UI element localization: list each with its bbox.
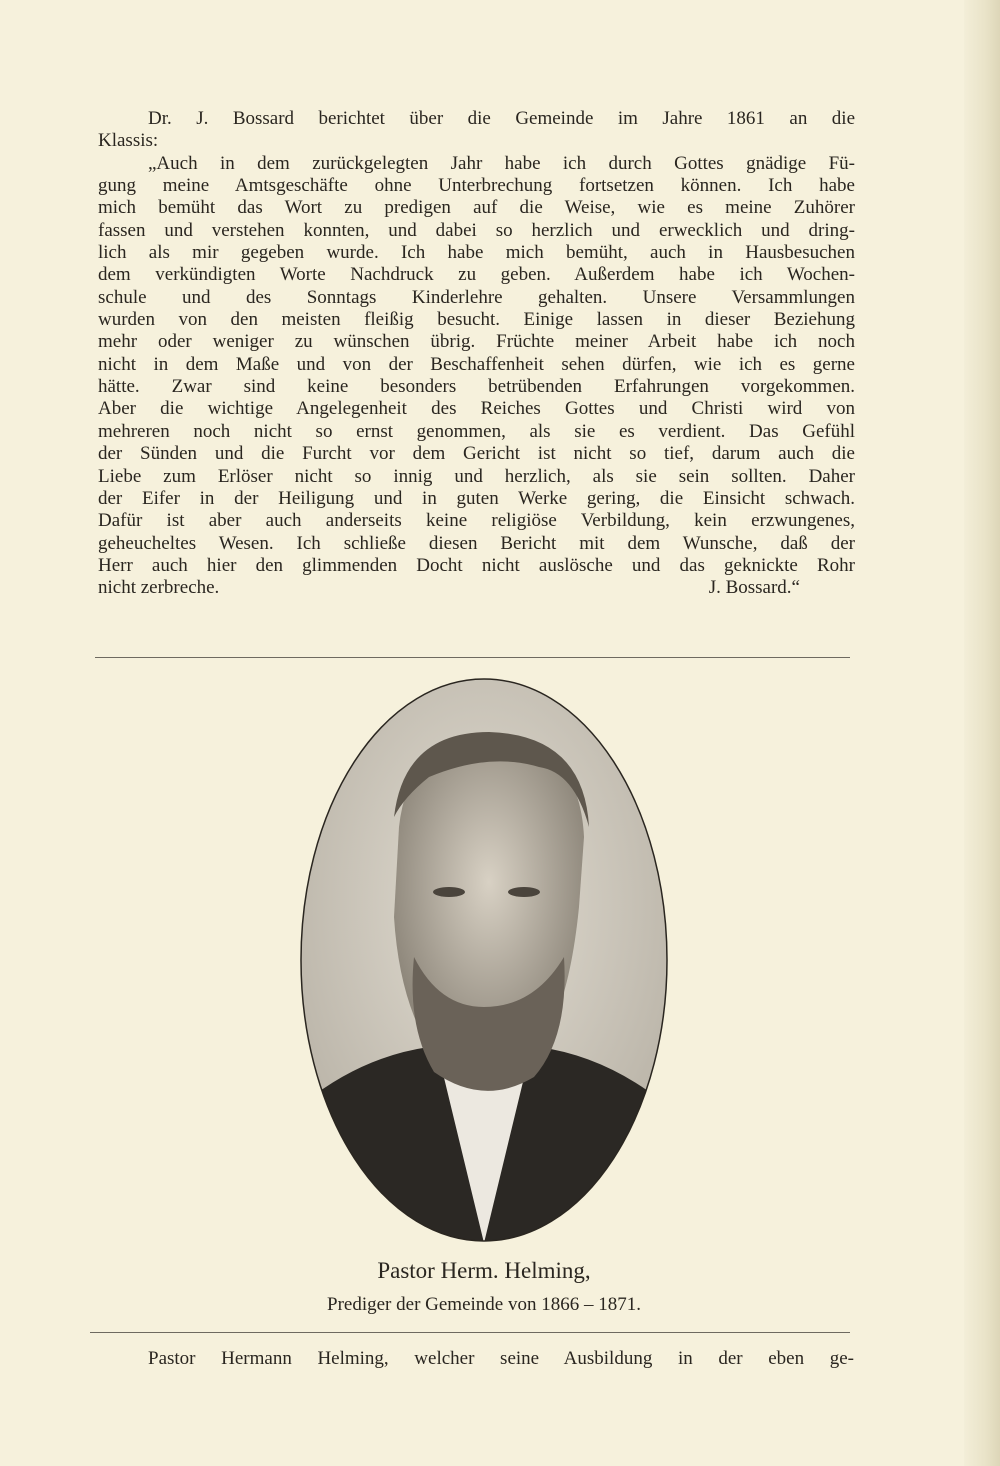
text-line: „Auch in dem zurückgelegten Jahr habe ich durch Gottes gnädige Fü- bbox=[148, 152, 855, 174]
text-line: der Eifer in der Heiligung und in guten Werke gering, die Einsicht schwach. bbox=[98, 487, 855, 509]
portrait-caption-role: Prediger der Gemeinde von 1866 – 1871. bbox=[327, 1294, 641, 1315]
text-line: gung meine Amtsgeschäfte ohne Unterbrechung fortsetzen können. Ich habe bbox=[98, 175, 855, 197]
continuation-text: Pastor Hermann Helming, welcher seine Ausbildung in der eben ge- bbox=[148, 1348, 854, 1369]
report-text bbox=[98, 108, 855, 600]
text-line: nicht zerbreche. bbox=[98, 577, 220, 599]
text-line: schule und des Sonntags Kinderlehre gehalten. Unsere Versammlungen bbox=[98, 286, 855, 308]
text-line: dem verkündigten Worte Nachdruck zu geben. Außerdem habe ich Wochen- bbox=[98, 264, 855, 286]
page-edge bbox=[964, 0, 1000, 1466]
divider bbox=[95, 657, 850, 658]
text-line: Dr. J. Bossard berichtet über die Gemeinde im Jahre 1861 an die bbox=[148, 108, 855, 129]
text-line: Liebe zum Erlöser nicht so innig und herzlich, als sie sein sollten. Daher bbox=[98, 465, 855, 487]
closing-line bbox=[98, 577, 855, 599]
portrait-caption-name: Pastor Herm. Helming, bbox=[377, 1258, 591, 1283]
signature: J. Bossard.“ bbox=[708, 577, 800, 599]
text-line: Dafür ist aber auch anderseits keine religiöse Verbildung, kein erzwungenes, bbox=[98, 510, 855, 532]
text-line: Aber die wichtige Angelegenheit des Reiches Gottes und Christi wird von bbox=[98, 398, 855, 420]
text-line: mehreren noch nicht so ernst genommen, als sie es verdient. Das Gefühl bbox=[98, 420, 855, 442]
text-line: lich als mir gegeben wurde. Ich habe mich bemüht, auch in Hausbesuchen bbox=[98, 242, 855, 264]
text-line: nicht in dem Maße und von der Beschaffenheit sehen dürfen, wie ich es gerne bbox=[98, 353, 855, 375]
text-line: Klassis: bbox=[98, 130, 159, 152]
text-line: mich bemüht das Wort zu predigen auf die Weise, wie es meine Zuhörer bbox=[98, 197, 855, 219]
text-line: wurden von den meisten fleißig besucht. Einige lassen in dieser Beziehung bbox=[98, 309, 855, 331]
text-line: mehr oder weniger zu wünschen übrig. Früchte meiner Arbeit habe ich noch bbox=[98, 331, 855, 353]
text-line: der Sünden und die Furcht vor dem Gericht ist nicht so tief, darum auch die bbox=[98, 443, 855, 465]
portrait-photo bbox=[299, 677, 669, 1243]
text-line: hätte. Zwar sind keine besonders betrübenden Erfahrungen vorgekommen. bbox=[98, 376, 855, 398]
text-line: Herr auch hier den glimmenden Docht nicht auslösche und das geknickte Rohr bbox=[98, 554, 855, 576]
divider bbox=[90, 1332, 850, 1333]
text-line: fassen und verstehen konnten, und dabei so herzlich und erwecklich und dring- bbox=[98, 219, 855, 241]
text-line: geheucheltes Wesen. Ich schließe diesen Bericht mit dem Wunsche, daß der bbox=[98, 532, 855, 554]
